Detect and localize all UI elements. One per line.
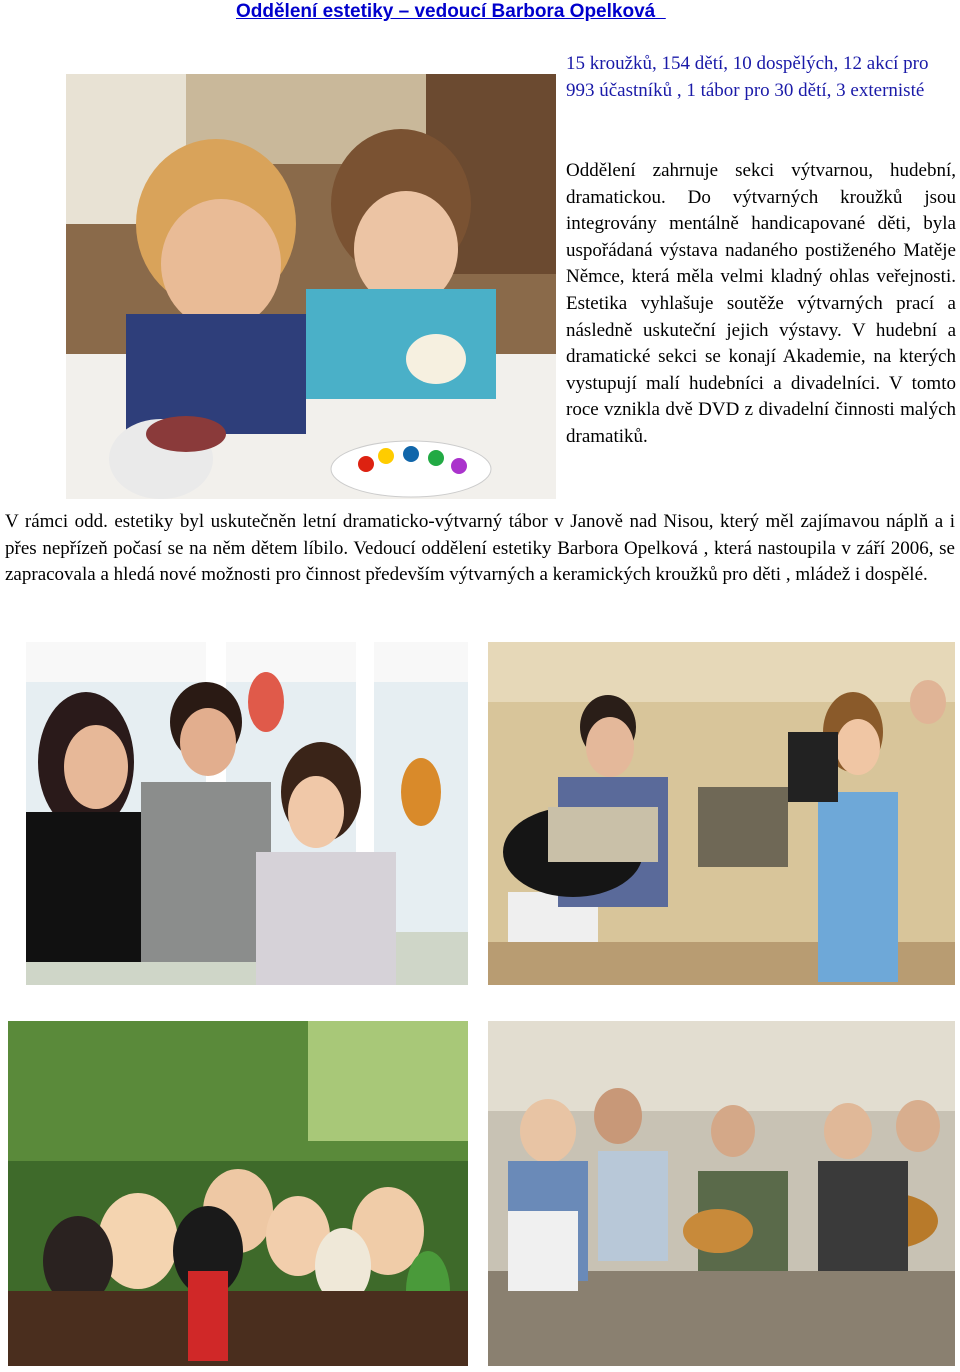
- children-painting-image: [66, 74, 556, 499]
- children-with-puppets-image: [8, 1021, 468, 1366]
- teachers-and-girl-image: [26, 642, 468, 985]
- page-title: Oddělení estetiky – vedoucí Barbora Opelková: [236, 1, 666, 22]
- guitar-and-flute-image: [488, 642, 955, 985]
- photo-music-circle: [488, 1021, 955, 1366]
- photo-teachers-and-girl: [26, 642, 468, 985]
- camp-paragraph: V rámci odd. estetiky byl uskutečněn letní dramaticko-výtvarný tábor v Janově nad Nisou, který měl zajímavou náplň a i přes nepřízeň počasí se na něm dětem líbilo. Vedoucí oddělení estetiky Barbora Opelková , která nastoupila v září 2006, se zapracovala a hledá nové možnosti pro činnost především výtvarných a keramických kroužků pro děti , mládež i dospělé.: [5, 511, 955, 586]
- music-circle-image: [488, 1021, 955, 1366]
- photo-children-with-puppets: [8, 1021, 468, 1366]
- photo-children-painting: [66, 74, 556, 499]
- department-description: Oddělení zahrnuje sekci výtvarnou, hudební, dramatickou. Do výtvarných kroužků jsou integrovány mentálně handicapované děti, byla uspořádaná výstava nadaného postiženého Matěje Němce, která měla velmi kladný ohlas veřejnosti. Estetika vyhlašuje soutěže výtvarných prací a následně uskuteční jejich výstavy. V hudební a dramatické sekci se konají Akademie, na kterých vystupují malí hudebníci a divadelníci. V tomto roce vznikla dvě DVD z divadelní činnosti malých dramatiků.: [566, 160, 956, 447]
- photo-guitar-and-flute: [488, 642, 955, 985]
- stats-summary: 15 kroužků, 154 dětí, 10 dospělých, 12 akcí pro 993 účastníků , 1 tábor pro 30 dětí, 3 externisté: [566, 53, 929, 101]
